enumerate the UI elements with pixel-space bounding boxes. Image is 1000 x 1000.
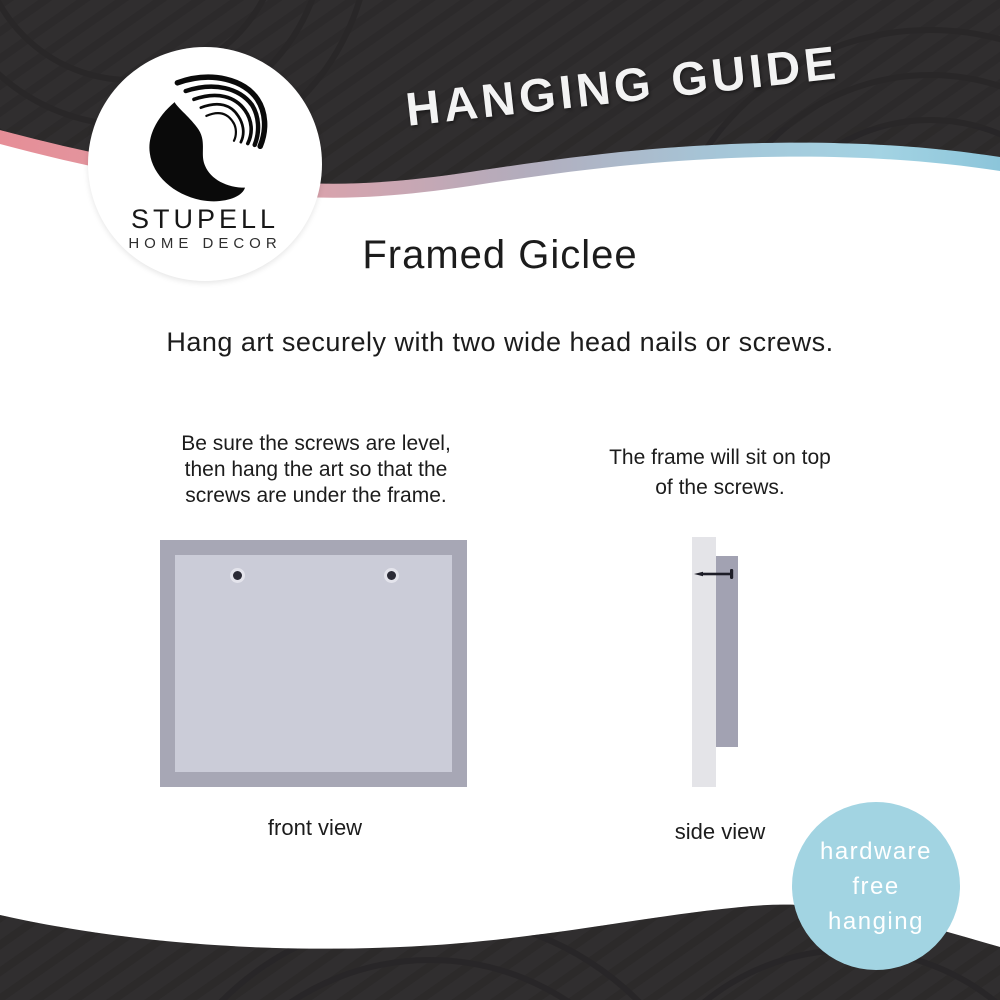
side-note-line-1: The frame will sit on top (609, 446, 831, 469)
side-view-note (545, 443, 895, 503)
product-subtitle: Framed Giclee (362, 233, 638, 277)
front-view-label: front view (267, 815, 363, 840)
badge-line-2: free (852, 872, 900, 900)
brand-name: STUPELL (130, 204, 280, 234)
front-note-line-3: screws are under the frame. (185, 484, 447, 507)
nail-icon (693, 567, 737, 581)
badge-line-1: hardware (819, 837, 933, 865)
side-note-line-2: of the screws. (655, 476, 785, 499)
badge-line-3: hanging (828, 907, 924, 935)
front-view-note (146, 431, 486, 509)
brand-tagline: HOME DECOR (128, 235, 282, 252)
nail-icon (387, 571, 396, 580)
page-title: HANGING GUIDE (402, 35, 843, 136)
stupell-s-logo-icon (136, 69, 274, 207)
side-view-frame-bar (716, 556, 738, 747)
nail-icon (233, 571, 242, 580)
front-note-line-1: Be sure the screws are level, (181, 432, 451, 455)
side-view-label: side view (674, 819, 766, 844)
front-note-line-2: then hang the art so that the (184, 458, 448, 481)
frame-artwork-area (175, 555, 452, 772)
main-instruction: Hang art securely with two wide head nails or screws. (166, 327, 834, 357)
front-view-frame-diagram (160, 540, 467, 787)
